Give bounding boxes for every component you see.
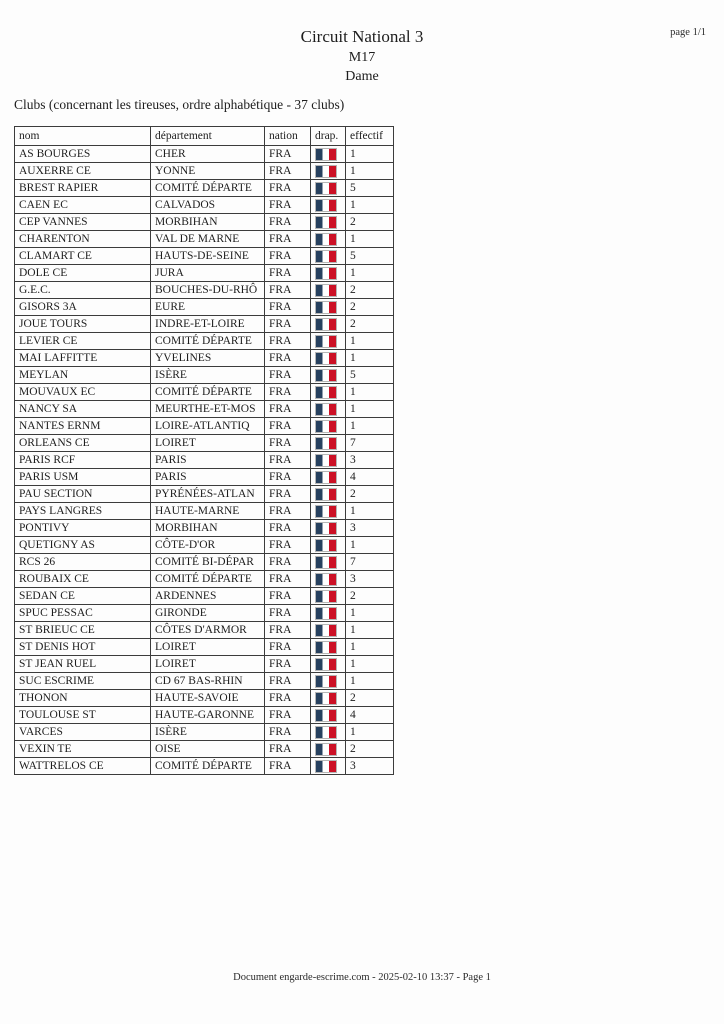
cell-nation: FRA xyxy=(265,537,311,554)
table-row xyxy=(15,418,394,435)
cell-nom: VEXIN TE xyxy=(15,741,151,758)
cell-nom: G.E.C. xyxy=(15,282,151,299)
cell-nation: FRA xyxy=(265,486,311,503)
table-header-row xyxy=(15,127,394,146)
cell-effectif: 1 xyxy=(346,656,394,673)
cell-drapeau xyxy=(311,214,346,231)
cell-nom: MOUVAUX EC xyxy=(15,384,151,401)
cell-nation: FRA xyxy=(265,622,311,639)
cell-drapeau xyxy=(311,639,346,656)
cell-nom: PAYS LANGRES xyxy=(15,503,151,520)
france-flag-icon xyxy=(315,522,337,535)
france-flag-icon xyxy=(315,743,337,756)
cell-effectif: 2 xyxy=(346,588,394,605)
table-row xyxy=(15,622,394,639)
page-indicator: page 1/1 xyxy=(670,27,706,38)
cell-drapeau xyxy=(311,282,346,299)
france-flag-icon xyxy=(315,335,337,348)
table-row xyxy=(15,724,394,741)
col-header-effectif: effectif xyxy=(346,127,394,146)
cell-nation: FRA xyxy=(265,554,311,571)
table-row xyxy=(15,741,394,758)
table-row xyxy=(15,486,394,503)
document-header xyxy=(0,0,724,86)
cell-effectif: 1 xyxy=(346,537,394,554)
cell-drapeau xyxy=(311,554,346,571)
table-row xyxy=(15,758,394,775)
cell-nom: AUXERRE CE xyxy=(15,163,151,180)
cell-effectif: 2 xyxy=(346,741,394,758)
cell-nation: FRA xyxy=(265,605,311,622)
table-row xyxy=(15,656,394,673)
cell-drapeau xyxy=(311,673,346,690)
cell-nom: JOUE TOURS xyxy=(15,316,151,333)
cell-nation: FRA xyxy=(265,707,311,724)
cell-nom: TOULOUSE ST xyxy=(15,707,151,724)
cell-drapeau xyxy=(311,707,346,724)
cell-drapeau xyxy=(311,163,346,180)
cell-departement: GIRONDE xyxy=(151,605,265,622)
table-row xyxy=(15,367,394,384)
table-row xyxy=(15,537,394,554)
cell-departement: LOIRE-ATLANTIQ xyxy=(151,418,265,435)
france-flag-icon xyxy=(315,318,337,331)
cell-departement: COMITÉ DÉPARTE xyxy=(151,758,265,775)
france-flag-icon xyxy=(315,726,337,739)
table-row xyxy=(15,401,394,418)
cell-nom: SEDAN CE xyxy=(15,588,151,605)
cell-nom: THONON xyxy=(15,690,151,707)
cell-nation: FRA xyxy=(265,265,311,282)
france-flag-icon xyxy=(315,148,337,161)
france-flag-icon xyxy=(315,505,337,518)
cell-departement: LOIRET xyxy=(151,656,265,673)
col-header-nom: nom xyxy=(15,127,151,146)
cell-drapeau xyxy=(311,231,346,248)
cell-departement: YVELINES xyxy=(151,350,265,367)
france-flag-icon xyxy=(315,590,337,603)
cell-nom: NANCY SA xyxy=(15,401,151,418)
cell-effectif: 4 xyxy=(346,707,394,724)
france-flag-icon xyxy=(315,675,337,688)
france-flag-icon xyxy=(315,437,337,450)
table-row xyxy=(15,214,394,231)
cell-drapeau xyxy=(311,537,346,554)
cell-effectif: 3 xyxy=(346,571,394,588)
cell-departement: CALVADOS xyxy=(151,197,265,214)
cell-effectif: 5 xyxy=(346,367,394,384)
section-heading: Clubs (concernant les tireuses, ordre alphabétique - 37 clubs) xyxy=(14,97,345,112)
cell-nation: FRA xyxy=(265,656,311,673)
france-flag-icon xyxy=(315,607,337,620)
cell-nom: MAI LAFFITTE xyxy=(15,350,151,367)
table-row xyxy=(15,146,394,163)
cell-drapeau xyxy=(311,401,346,418)
cell-nom: PARIS USM xyxy=(15,469,151,486)
france-flag-icon xyxy=(315,216,337,229)
france-flag-icon xyxy=(315,454,337,467)
col-header-drapeau: drap. xyxy=(311,127,346,146)
cell-drapeau xyxy=(311,571,346,588)
cell-nation: FRA xyxy=(265,282,311,299)
cell-departement: HAUTE-SAVOIE xyxy=(151,690,265,707)
cell-effectif: 7 xyxy=(346,554,394,571)
france-flag-icon xyxy=(315,488,337,501)
page-title: Circuit National 3 xyxy=(300,27,424,46)
france-flag-icon xyxy=(315,301,337,314)
cell-departement: ISÈRE xyxy=(151,367,265,384)
table-row xyxy=(15,690,394,707)
cell-drapeau xyxy=(311,656,346,673)
cell-departement: PYRÉNÉES-ATLAN xyxy=(151,486,265,503)
cell-effectif: 2 xyxy=(346,282,394,299)
cell-nation: FRA xyxy=(265,197,311,214)
france-flag-icon xyxy=(315,250,337,263)
cell-nation: FRA xyxy=(265,367,311,384)
cell-drapeau xyxy=(311,367,346,384)
table-row xyxy=(15,503,394,520)
cell-nom: NANTES ERNM xyxy=(15,418,151,435)
cell-departement: CHER xyxy=(151,146,265,163)
cell-drapeau xyxy=(311,469,346,486)
cell-nation: FRA xyxy=(265,520,311,537)
cell-nation: FRA xyxy=(265,452,311,469)
cell-effectif: 3 xyxy=(346,758,394,775)
cell-departement: ARDENNES xyxy=(151,588,265,605)
cell-effectif: 4 xyxy=(346,469,394,486)
cell-drapeau xyxy=(311,622,346,639)
cell-nation: FRA xyxy=(265,741,311,758)
table-row xyxy=(15,265,394,282)
cell-effectif: 2 xyxy=(346,690,394,707)
table-row xyxy=(15,163,394,180)
cell-departement: VAL DE MARNE xyxy=(151,231,265,248)
cell-departement: OISE xyxy=(151,741,265,758)
cell-departement: YONNE xyxy=(151,163,265,180)
cell-nom: CEP VANNES xyxy=(15,214,151,231)
cell-drapeau xyxy=(311,350,346,367)
cell-nation: FRA xyxy=(265,469,311,486)
cell-nom: AS BOURGES xyxy=(15,146,151,163)
cell-departement: HAUTE-GARONNE xyxy=(151,707,265,724)
france-flag-icon xyxy=(315,556,337,569)
france-flag-icon xyxy=(315,267,337,280)
cell-departement: MORBIHAN xyxy=(151,214,265,231)
cell-nom: PONTIVY xyxy=(15,520,151,537)
france-flag-icon xyxy=(315,709,337,722)
cell-drapeau xyxy=(311,146,346,163)
cell-drapeau xyxy=(311,333,346,350)
cell-departement: INDRE-ET-LOIRE xyxy=(151,316,265,333)
cell-departement: MORBIHAN xyxy=(151,520,265,537)
cell-nom: ROUBAIX CE xyxy=(15,571,151,588)
table-row xyxy=(15,673,394,690)
cell-nom: BREST RAPIER xyxy=(15,180,151,197)
cell-drapeau xyxy=(311,758,346,775)
cell-nom: GISORS 3A xyxy=(15,299,151,316)
cell-departement: JURA xyxy=(151,265,265,282)
cell-drapeau xyxy=(311,741,346,758)
cell-effectif: 5 xyxy=(346,180,394,197)
france-flag-icon xyxy=(315,233,337,246)
subtitle-gender: Dame xyxy=(345,69,379,84)
cell-effectif: 2 xyxy=(346,486,394,503)
table-row xyxy=(15,639,394,656)
cell-departement: LOIRET xyxy=(151,435,265,452)
cell-departement: COMITÉ DÉPARTE xyxy=(151,333,265,350)
france-flag-icon xyxy=(315,641,337,654)
cell-effectif: 1 xyxy=(346,333,394,350)
table-row xyxy=(15,435,394,452)
table-row xyxy=(15,588,394,605)
table-row xyxy=(15,316,394,333)
cell-drapeau xyxy=(311,690,346,707)
col-header-nation: nation xyxy=(265,127,311,146)
cell-effectif: 7 xyxy=(346,435,394,452)
footer-text: Document engarde-escrime.com - 2025-02-10 13:37 - Page 1 xyxy=(233,972,491,983)
cell-departement: HAUTE-MARNE xyxy=(151,503,265,520)
cell-nation: FRA xyxy=(265,333,311,350)
table-row xyxy=(15,520,394,537)
cell-nation: FRA xyxy=(265,571,311,588)
france-flag-icon xyxy=(315,182,337,195)
france-flag-icon xyxy=(315,386,337,399)
cell-nation: FRA xyxy=(265,316,311,333)
cell-effectif: 1 xyxy=(346,418,394,435)
cell-nation: FRA xyxy=(265,724,311,741)
cell-departement: COMITÉ DÉPARTE xyxy=(151,180,265,197)
cell-effectif: 2 xyxy=(346,316,394,333)
cell-effectif: 1 xyxy=(346,265,394,282)
france-flag-icon xyxy=(315,352,337,365)
cell-drapeau xyxy=(311,435,346,452)
table-row xyxy=(15,248,394,265)
cell-nom: ST DENIS HOT xyxy=(15,639,151,656)
cell-nation: FRA xyxy=(265,180,311,197)
cell-departement: ISÈRE xyxy=(151,724,265,741)
cell-nom: ORLEANS CE xyxy=(15,435,151,452)
cell-effectif: 1 xyxy=(346,673,394,690)
cell-nom: RCS 26 xyxy=(15,554,151,571)
cell-drapeau xyxy=(311,418,346,435)
cell-drapeau xyxy=(311,384,346,401)
cell-drapeau xyxy=(311,248,346,265)
cell-departement: CÔTES D'ARMOR xyxy=(151,622,265,639)
france-flag-icon xyxy=(315,471,337,484)
table-row xyxy=(15,452,394,469)
cell-nom: CLAMART CE xyxy=(15,248,151,265)
cell-departement: BOUCHES-DU-RHÔ xyxy=(151,282,265,299)
france-flag-icon xyxy=(315,165,337,178)
france-flag-icon xyxy=(315,760,337,773)
cell-nation: FRA xyxy=(265,163,311,180)
cell-nom: ST BRIEUC CE xyxy=(15,622,151,639)
france-flag-icon xyxy=(315,369,337,382)
france-flag-icon xyxy=(315,658,337,671)
cell-drapeau xyxy=(311,299,346,316)
cell-nation: FRA xyxy=(265,758,311,775)
cell-nom: SPUC PESSAC xyxy=(15,605,151,622)
clubs-table-body xyxy=(15,146,394,775)
cell-departement: PARIS xyxy=(151,452,265,469)
cell-drapeau xyxy=(311,486,346,503)
france-flag-icon xyxy=(315,573,337,586)
table-row xyxy=(15,554,394,571)
cell-effectif: 5 xyxy=(346,248,394,265)
cell-nation: FRA xyxy=(265,418,311,435)
france-flag-icon xyxy=(315,539,337,552)
france-flag-icon xyxy=(315,692,337,705)
cell-nation: FRA xyxy=(265,248,311,265)
cell-nom: QUETIGNY AS xyxy=(15,537,151,554)
cell-nation: FRA xyxy=(265,214,311,231)
cell-departement: HAUTS-DE-SEINE xyxy=(151,248,265,265)
cell-drapeau xyxy=(311,588,346,605)
table-row xyxy=(15,231,394,248)
cell-effectif: 3 xyxy=(346,520,394,537)
cell-nation: FRA xyxy=(265,384,311,401)
cell-nom: LEVIER CE xyxy=(15,333,151,350)
cell-nation: FRA xyxy=(265,639,311,656)
cell-departement: LOIRET xyxy=(151,639,265,656)
france-flag-icon xyxy=(315,420,337,433)
cell-drapeau xyxy=(311,520,346,537)
cell-drapeau xyxy=(311,452,346,469)
cell-nom: PARIS RCF xyxy=(15,452,151,469)
cell-departement: COMITÉ DÉPARTE xyxy=(151,384,265,401)
cell-effectif: 1 xyxy=(346,384,394,401)
cell-departement: COMITÉ DÉPARTE xyxy=(151,571,265,588)
cell-drapeau xyxy=(311,180,346,197)
france-flag-icon xyxy=(315,403,337,416)
cell-nom: ST JEAN RUEL xyxy=(15,656,151,673)
cell-effectif: 1 xyxy=(346,146,394,163)
cell-effectif: 1 xyxy=(346,605,394,622)
cell-nom: PAU SECTION xyxy=(15,486,151,503)
cell-nom: CAEN EC xyxy=(15,197,151,214)
cell-nation: FRA xyxy=(265,690,311,707)
col-header-departement: département xyxy=(151,127,265,146)
cell-drapeau xyxy=(311,197,346,214)
cell-effectif: 1 xyxy=(346,401,394,418)
table-row xyxy=(15,299,394,316)
table-row xyxy=(15,469,394,486)
cell-effectif: 3 xyxy=(346,452,394,469)
cell-departement: COMITÉ BI-DÉPAR xyxy=(151,554,265,571)
cell-nation: FRA xyxy=(265,435,311,452)
subtitle-category: M17 xyxy=(348,50,376,65)
cell-effectif: 1 xyxy=(346,622,394,639)
table-row xyxy=(15,571,394,588)
france-flag-icon xyxy=(315,284,337,297)
france-flag-icon xyxy=(315,199,337,212)
cell-departement: PARIS xyxy=(151,469,265,486)
cell-nation: FRA xyxy=(265,588,311,605)
table-row xyxy=(15,605,394,622)
table-row xyxy=(15,350,394,367)
cell-nom: MEYLAN xyxy=(15,367,151,384)
cell-effectif: 1 xyxy=(346,231,394,248)
cell-drapeau xyxy=(311,265,346,282)
cell-nom: DOLE CE xyxy=(15,265,151,282)
cell-departement: CÔTE-D'OR xyxy=(151,537,265,554)
cell-nom: CHARENTON xyxy=(15,231,151,248)
table-row xyxy=(15,384,394,401)
cell-effectif: 2 xyxy=(346,214,394,231)
cell-effectif: 1 xyxy=(346,639,394,656)
cell-drapeau xyxy=(311,724,346,741)
cell-departement: MEURTHE-ET-MOS xyxy=(151,401,265,418)
cell-drapeau xyxy=(311,316,346,333)
cell-effectif: 1 xyxy=(346,503,394,520)
cell-effectif: 1 xyxy=(346,197,394,214)
france-flag-icon xyxy=(315,624,337,637)
cell-effectif: 1 xyxy=(346,350,394,367)
cell-nation: FRA xyxy=(265,673,311,690)
cell-effectif: 1 xyxy=(346,163,394,180)
table-row xyxy=(15,707,394,724)
table-row xyxy=(15,282,394,299)
table-row xyxy=(15,333,394,350)
cell-nation: FRA xyxy=(265,231,311,248)
cell-effectif: 2 xyxy=(346,299,394,316)
cell-nation: FRA xyxy=(265,503,311,520)
cell-nation: FRA xyxy=(265,350,311,367)
cell-nom: VARCES xyxy=(15,724,151,741)
cell-nation: FRA xyxy=(265,299,311,316)
cell-drapeau xyxy=(311,605,346,622)
cell-departement: CD 67 BAS-RHIN xyxy=(151,673,265,690)
cell-nation: FRA xyxy=(265,401,311,418)
cell-nom: WATTRELOS CE xyxy=(15,758,151,775)
table-row xyxy=(15,180,394,197)
cell-departement: EURE xyxy=(151,299,265,316)
cell-nom: SUC ESCRIME xyxy=(15,673,151,690)
table-row xyxy=(15,197,394,214)
cell-nation: FRA xyxy=(265,146,311,163)
clubs-table xyxy=(14,126,394,775)
cell-effectif: 1 xyxy=(346,724,394,741)
cell-drapeau xyxy=(311,503,346,520)
